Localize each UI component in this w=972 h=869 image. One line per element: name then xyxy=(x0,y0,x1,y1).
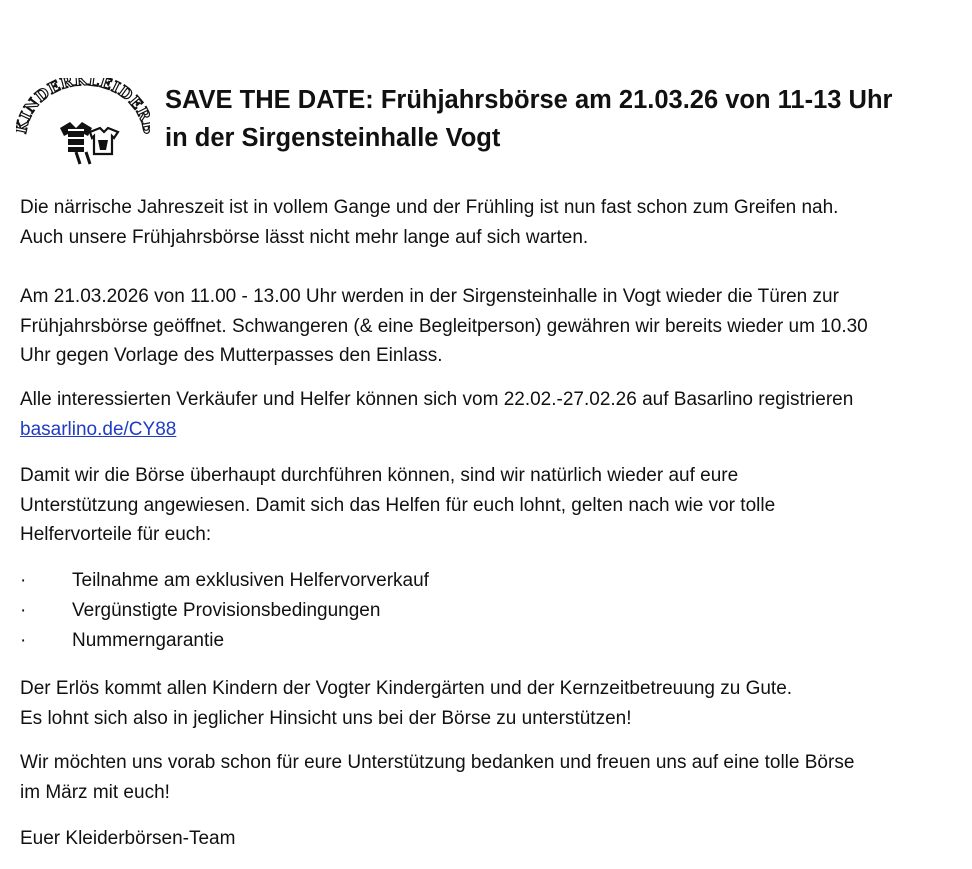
text-line: Damit wir die Börse überhaupt durchführen können, sind wir natürlich wieder auf eure xyxy=(20,465,739,486)
list-item-text: Teilnahme am exklusiven Helfervorverkauf xyxy=(72,570,429,591)
title-line-1: SAVE THE DATE: Frühjahrsbörse am 21.03.26 von 11-13 Uhr xyxy=(165,86,893,114)
registration-paragraph xyxy=(20,385,853,444)
signature: Euer Kleiderbörsen-Team xyxy=(20,828,236,849)
bullet-marker: · xyxy=(20,630,27,651)
intro-paragraph xyxy=(20,193,838,252)
text-line: Unterstützung angewiesen. Damit sich das Helfen für euch lohnt, gelten nach wie vor tolle xyxy=(20,494,776,516)
list-item-text: Vergünstigte Provisionsbedingungen xyxy=(72,600,381,621)
text-line: Wir möchten uns vorab schon für eure Unterstützung bedanken und freuen uns auf eine tolle Börse xyxy=(20,752,855,773)
text-line: Frühjahrsbörse geöffnet. Schwangeren (& eine Begleitperson) gewähren wir bereits wieder um 10.30 xyxy=(20,315,868,337)
proceeds-paragraph xyxy=(20,674,792,733)
thanks-paragraph xyxy=(20,748,854,807)
text-line: Die närrische Jahreszeit ist in vollem Gange und der Frühling ist nun fast schon zum Greifen nah. xyxy=(20,197,839,218)
logo-text: INDERKLEIDE xyxy=(16,78,147,123)
text-line: Es lohnt sich also in jeglicher Hinsicht uns bei der Börse zu unterstützen! xyxy=(20,707,632,729)
title-line-2: in der Sirgensteinhalle Vogt xyxy=(165,124,501,152)
support-paragraph xyxy=(20,461,775,550)
text-line: Alle interessierten Verkäufer und Helfer können sich vom 22.02.-27.02.26 auf Basarlino registrieren xyxy=(20,389,854,410)
date-paragraph xyxy=(20,282,868,371)
text-line: Uhr gegen Vorlage des Mutterpasses den Einlass. xyxy=(20,345,443,366)
text-line: Auch unsere Frühjahrsbörse lässt nicht mehr lange auf sich warten. xyxy=(20,226,589,248)
basarlino-link[interactable]: basarlino.de/CY88 xyxy=(20,418,177,440)
bullet-marker: · xyxy=(20,570,27,591)
clothes-logo-icon xyxy=(16,78,150,170)
list-item-text: Nummerngarantie xyxy=(72,630,225,651)
page-title xyxy=(165,81,892,157)
text-line: Helfervorteile für euch: xyxy=(20,524,212,545)
kleiderboerse-logo xyxy=(16,78,150,170)
text-line: im März mit euch! xyxy=(20,781,170,803)
bullet-marker: · xyxy=(20,600,27,621)
text-line: Der Erlös kommt allen Kindern der Vogter Kindergärten und der Kernzeitbetreuung zu Gute. xyxy=(20,678,793,699)
text-line: Am 21.03.2026 von 11.00 - 13.00 Uhr werden in der Sirgensteinhalle in Vogt wieder die Türen zur xyxy=(20,286,839,307)
